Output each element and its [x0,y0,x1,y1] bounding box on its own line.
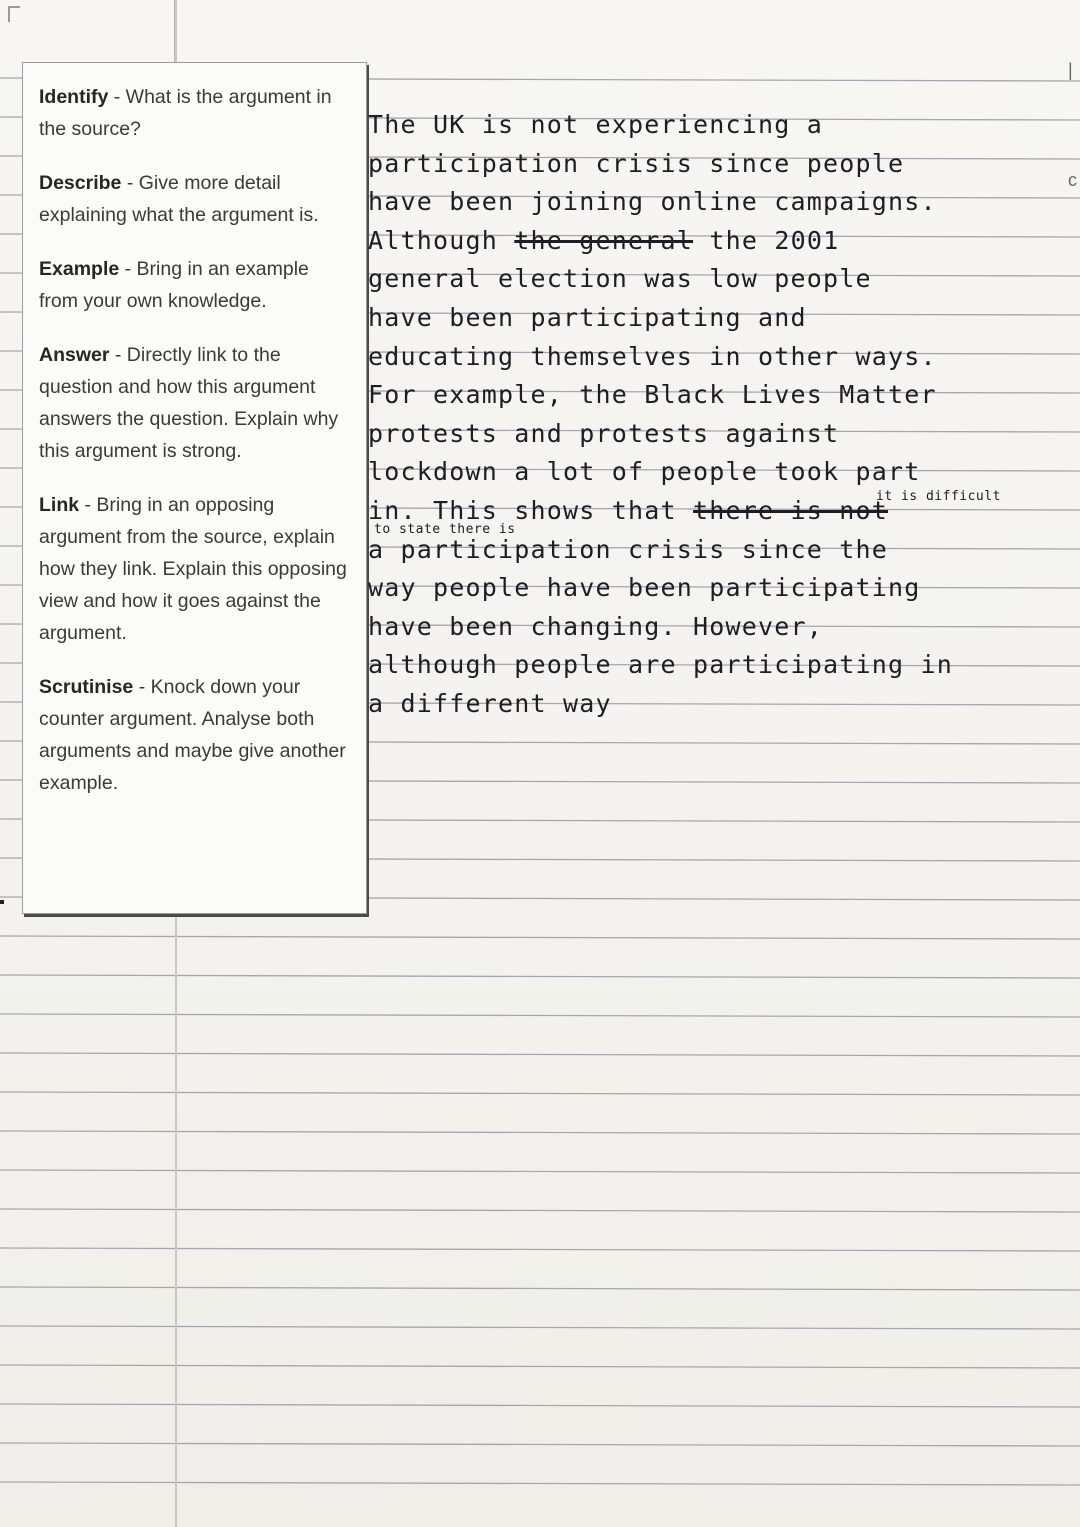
hand-line: a different way [368,688,612,718]
rule-line [0,1170,1080,1173]
rule-line [0,1248,1080,1251]
rule-line [0,1053,1080,1056]
hand-line: protests and protests against [368,418,840,448]
card-item-link: Link - Bring in an opposing argument from the source, explain how they link. Explain this opposing view and how it goes against the argument. [39,494,347,644]
rule-line [0,1014,1080,1017]
rule-line [0,936,1080,939]
crossed-out-text: there is not [693,495,889,525]
hand-line: The UK is not experiencing a [368,110,824,139]
rule-line [0,1092,1080,1095]
inserted-correction: to state there is [374,521,516,537]
rule-line [0,1131,1080,1134]
edge-mark: c [1068,170,1077,190]
rule-line [0,1404,1080,1407]
hand-line: although people are participating in [368,650,954,680]
handwritten-answer [368,108,1058,726]
hand-line: way people have been participating [368,573,921,603]
crossed-out-text: the general [514,225,694,255]
hand-line: in. This shows that there is not it is difficult [368,488,1001,525]
hand-line: have been joining online campaigns. [368,187,937,217]
card-item-describe: Describe - Give more detail explaining what the argument is. [39,172,319,226]
card-item-identify: Identify - What is the argument in the source? [39,86,332,140]
edge-mark: | [1068,60,1073,80]
hand-line: For example, the Black Lives Matter [368,380,937,410]
hand-line: participation crisis since people [368,148,905,178]
inserted-correction: it is difficult [876,488,1001,504]
rule-line [0,975,1080,978]
rule-line [0,1365,1080,1368]
card-item-answer: Answer - Directly link to the question and how this argument answers the question. Explain why this argument is strong. [39,344,339,462]
rule-line [0,1482,1080,1485]
hand-line: to state there is a participation crisis since the [368,521,889,564]
rule-line [0,1287,1080,1290]
peel-guide-card [22,62,367,914]
page-mark [0,900,4,904]
card-item-scrutinise: Scrutinise - Knock down your counter argument. Analyse both arguments and maybe give another example. [39,676,346,794]
rule-line [0,1209,1080,1212]
hand-line: lockdown a lot of people took part [368,457,921,487]
rule-line [0,1326,1080,1329]
rule-line [0,1443,1080,1446]
hand-line: educating themselves in other ways. [368,341,937,371]
card-item-example: Example - Bring in an example from your own knowledge. [39,258,309,312]
hand-line: have been participating and [368,302,807,332]
hand-line: have been changing. However, [368,611,824,641]
hand-line: general election was low people [368,264,872,294]
hand-line: Although the general the 2001 [368,225,840,255]
